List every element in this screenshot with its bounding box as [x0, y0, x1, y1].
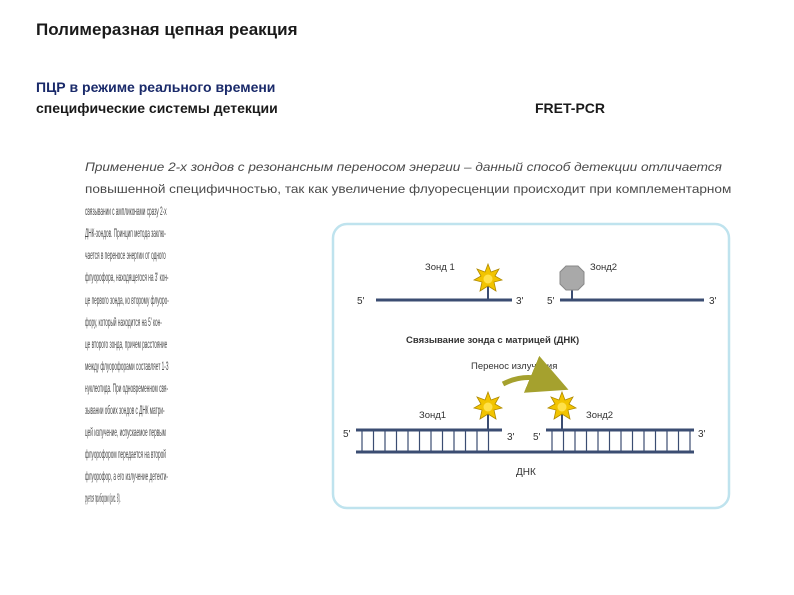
paragraph-line: цей излучение, испускаемое первым — [85, 425, 166, 440]
paragraph-line: между флуорофорами составляет 1-3 — [85, 358, 169, 373]
paragraph-line: связывании с ампликонами сразу 2-х — [85, 204, 167, 219]
paragraph-line: руется прибором (рис. 8). — [85, 491, 121, 506]
paragraph-line: це первого зонда, ко второму флуоро- — [85, 292, 169, 307]
bound-probe2-end-5: 5' — [533, 432, 541, 443]
paragraph-line: це второго зонда, причем расстояние — [85, 336, 168, 351]
probe1-label: Зонд 1 — [425, 262, 455, 273]
paragraph-line: повышенной специфичностью, так как увеличение флуоресценции происходит при комплементарном — [85, 182, 732, 197]
fluorophore-acceptor-icon — [560, 266, 584, 290]
probe1-end-3: 3' — [516, 296, 524, 307]
transfer-caption: Перенос излучения — [471, 361, 558, 372]
bound-probe2-label: Зонд2 — [586, 410, 614, 421]
paragraph-line: чается в переносе энергии от одного — [85, 248, 166, 263]
bound-probe2-end-3: 3' — [698, 429, 706, 440]
bound-probe1-end-3: 3' — [507, 432, 515, 443]
paragraph-line: фору, который находится на 5' кон- — [85, 314, 162, 329]
paragraph-line: флуорофора, находящегося на 3' кон- — [85, 270, 169, 285]
probe1-end-5: 5' — [357, 296, 365, 307]
paragraph-line: зывании обоих зондов с ДНК матри- — [85, 403, 165, 418]
paragraph-line: нуклеотида. При одновременном свя- — [85, 380, 169, 395]
bound-probe1-end-5: 5' — [343, 429, 351, 440]
probe2-end-3: 3' — [709, 296, 717, 307]
slide-subtitle-line2: специфические системы детекции — [36, 100, 278, 116]
paragraph-line: ДНК-зондов. Принцип метода заклю- — [85, 226, 166, 241]
probe2-end-5: 5' — [547, 296, 555, 307]
probe2-label: Зонд2 — [590, 262, 618, 273]
bound-probe1-label: Зонд1 — [419, 410, 447, 421]
paragraph-line: флуорофор, а его излучение детекти- — [85, 469, 168, 484]
method-label: FRET-PCR — [535, 100, 605, 116]
paragraph-line: Применение 2-х зондов с резонансным переносом энергии – данный способ детекции отличается — [85, 160, 722, 174]
slide-subtitle-line1: ПЦР в режиме реального времени — [36, 79, 276, 95]
dna-label: ДНК — [516, 467, 536, 478]
binding-caption: Связывание зонда с матрицей (ДНК) — [406, 335, 580, 346]
paragraph-line: флуорофором передается на второй — [85, 447, 166, 462]
slide-title: Полимеразная цепная реакция — [36, 20, 298, 39]
